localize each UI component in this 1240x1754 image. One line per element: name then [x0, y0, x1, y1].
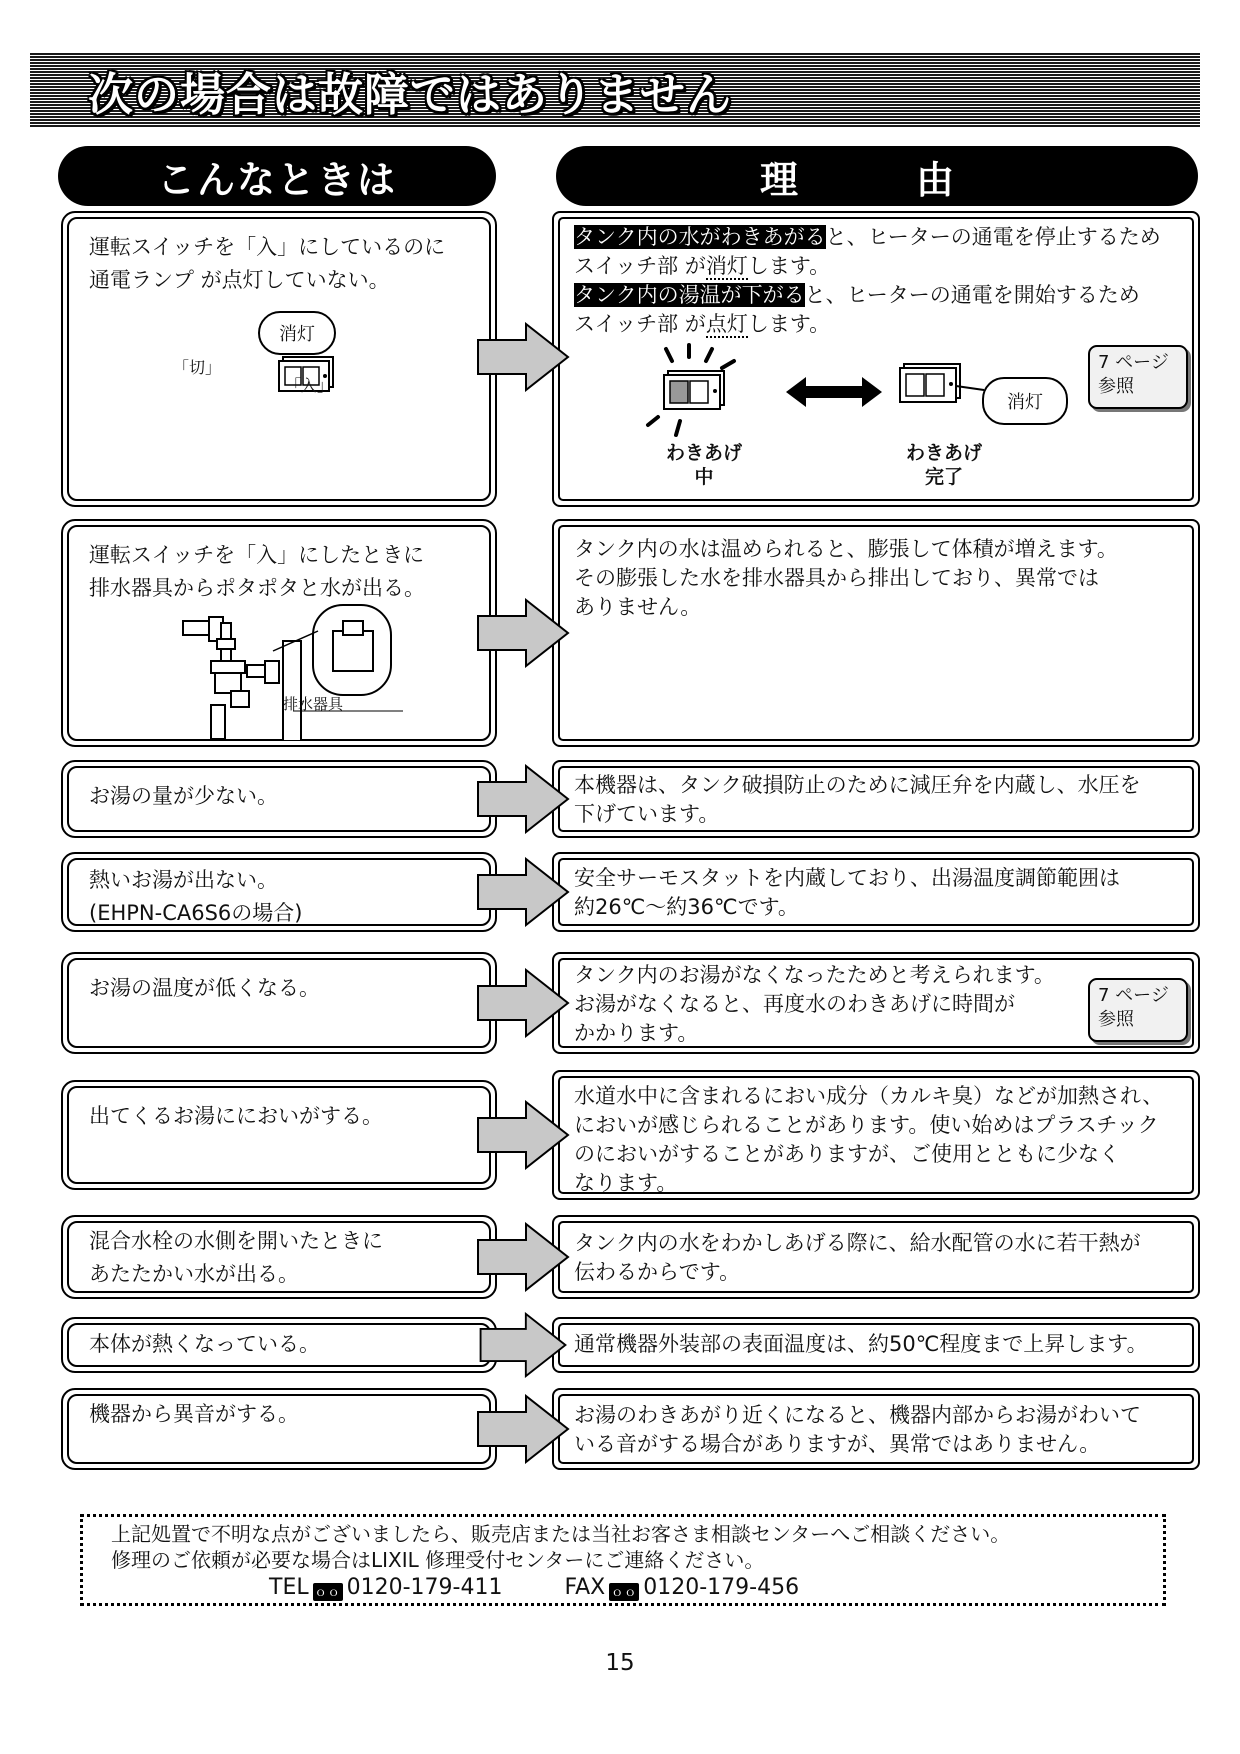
reason-box-1 [552, 211, 1200, 507]
situation-text: お湯の温度が低くなる。 [89, 976, 320, 1000]
reason-box-5 [552, 952, 1200, 1054]
reason-text: 通常機器外装部の表面温度は、約50℃程度まで上昇します。 [574, 1332, 1148, 1356]
highlight-text: タンク内の湯温が下がる [574, 283, 805, 307]
situation-box-4 [61, 852, 497, 932]
reason-text: 安全サーモスタットを内蔵しており、出湯温度調節範囲は 約26℃～約36℃です。 [574, 866, 1120, 919]
reason-text: お湯のわきあがり近くになると、機器内部からお湯がわいて いる音がする場合がありますが、異常ではありません。 [574, 1403, 1141, 1456]
reason-box-3 [552, 760, 1200, 838]
fax-label: FAX [564, 1575, 606, 1600]
lit-switch-icon [644, 343, 764, 443]
reason-line: タンク内の湯温が下がると、ヒーターの通電を開始するため [574, 283, 1140, 307]
arrow-right-icon [476, 1394, 570, 1464]
reason-box-7 [552, 1215, 1200, 1299]
highlight-text: タンク内の水がわきあがる [574, 225, 826, 249]
drain-fitting-illustration [173, 601, 433, 741]
arrow-right-icon [476, 598, 570, 668]
contact-notice [80, 1514, 1166, 1606]
situation-box-1 [61, 211, 497, 507]
arrow-right-icon [476, 857, 570, 927]
off-bubble: 消灯 [982, 377, 1068, 425]
on-label: 「入」 [285, 376, 334, 395]
underlined-text: 消灯 [705, 254, 748, 278]
arrow-right-icon [476, 1100, 570, 1170]
reason-box-6 [552, 1070, 1200, 1200]
arrow-right-icon [476, 322, 570, 392]
reason-text [574, 223, 1161, 339]
reason-box-2 [552, 519, 1200, 747]
reason-line: タンク内の水がわきあがると、ヒーターの通電を停止するため [574, 225, 1161, 249]
arrow-right-icon [476, 1312, 570, 1378]
free-dial-icon: ｏｏ [314, 1585, 341, 1599]
reason-text: タンク内の水は温められると、膨張して体積が増えます。 その膨張した水を排水器具から排出しており、異常では ありません。 [574, 537, 1118, 619]
reason-line: スイッチ部 が点灯します。 [574, 312, 831, 336]
free-dial-icon: ｏｏ [611, 1585, 638, 1599]
page-reference-badge: 7 ページ 参照 [1088, 978, 1188, 1042]
situation-text: 本体が熱くなっている。 [89, 1332, 320, 1356]
reason-box-4 [552, 852, 1200, 932]
heating-caption: わきあげ 中 [665, 442, 742, 488]
column-header-situation: こんなときは [58, 146, 496, 206]
situation-text: 運転スイッチを「入」にしているのに 通電ランプ が点灯していない。 [89, 235, 446, 292]
fax-number[interactable]: 0120-179-456 [643, 1575, 800, 1600]
off-label: 「切」 [173, 358, 222, 377]
reason-text: タンク内のお湯がなくなったためと考えられます。 お湯がなくなると、再度水のわきあげに時間が かかります。 [574, 963, 1055, 1045]
reason-text: 本機器は、タンク破損防止のために減圧弁を内蔵し、水圧を 下げています。 [574, 773, 1141, 826]
page-title: 次の場合は故障ではありません [88, 68, 733, 121]
tel-label: TEL [269, 1575, 309, 1600]
situation-text: 熱いお湯が出ない。 (EHPN-CA6S6の場合) [89, 868, 303, 925]
situation-text: 機器から異音がする。 [89, 1402, 299, 1426]
reason-text: タンク内の水をわかしあげる際に、給水配管の水に若干熱が 伝わるからです。 [574, 1231, 1141, 1284]
underlined-text: 点灯 [705, 312, 748, 336]
situation-box-7 [61, 1215, 497, 1299]
arrow-right-icon [476, 764, 570, 834]
contact-numbers [269, 1574, 799, 1602]
situation-box-2 [61, 519, 497, 747]
column-header-reason: 理 由 [556, 146, 1198, 206]
drain-fitting-label: 排水器具 [283, 695, 344, 713]
situation-text: お湯の量が少ない。 [89, 784, 278, 808]
page-number: 15 [605, 1650, 635, 1676]
situation-box-8 [61, 1317, 497, 1373]
situation-box-5 [61, 952, 497, 1054]
heating-done-caption: わきあげ 完了 [905, 442, 982, 488]
reason-box-9 [552, 1388, 1200, 1470]
contact-line-2: 修理のご依頼が必要な場合はLIXIL 修理受付センターにご連絡ください。 [111, 1548, 765, 1572]
situation-box-6 [61, 1080, 497, 1190]
reason-box-8 [552, 1317, 1200, 1373]
tel-number[interactable]: 0120-179-411 [346, 1575, 503, 1600]
situation-text: 運転スイッチを「入」にしたときに 排水器具からポタポタと水が出る。 [89, 543, 425, 600]
contact-line-1: 上記処置で不明な点がございましたら、販売店または当社お客さま相談センターへご相談ください。 [111, 1522, 1011, 1546]
reason-text: 水道水中に含まれるにおい成分（カルキ臭）などが加熱され、 においが感じられることがあります。使い始めはプラスチック のにおいがすることがありますが、ご使用とともに少なく なります。 [574, 1084, 1164, 1195]
situation-box-3 [61, 760, 497, 838]
situation-box-9 [61, 1388, 497, 1470]
arrow-right-icon [476, 968, 570, 1038]
situation-text: 出てくるお湯ににおいがする。 [89, 1104, 383, 1128]
double-arrow-icon [786, 375, 882, 409]
situation-text: 混合水栓の水側を開いたときに あたたかい水が出る。 [89, 1229, 383, 1286]
arrow-right-icon [476, 1222, 570, 1292]
off-bubble: 消灯 [258, 311, 336, 355]
page-reference-badge: 7 ページ 参照 [1088, 345, 1188, 409]
reason-line: スイッチ部 が消灯します。 [574, 254, 831, 278]
